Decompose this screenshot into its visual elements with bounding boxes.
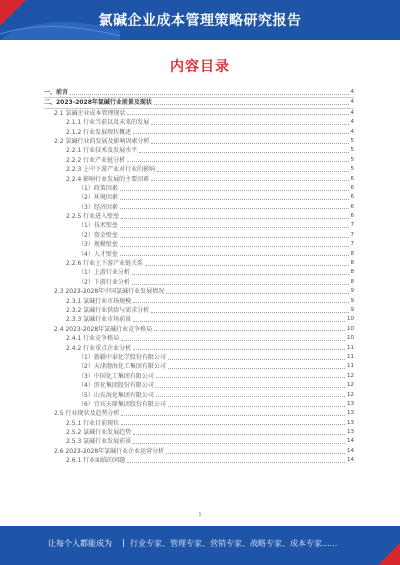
toc-entry-page: 13 <box>347 410 354 417</box>
toc-entry[interactable] <box>44 240 354 249</box>
toc-entry-text: （2）天津渤海化工集团有限公司 <box>78 363 166 371</box>
toc-leader-dots <box>120 246 349 247</box>
toc-entry-page: 8 <box>350 269 354 276</box>
toc-entry-text: 2.5 行业现状及趋势分析 <box>54 410 120 418</box>
toc-leader-dots <box>168 368 345 369</box>
footer-roles: 行业专家、管理专家、营销专家、战略专家、成本专家...... <box>130 539 338 548</box>
toc-entry-text: （2）环境因素 <box>78 194 118 202</box>
toc-entry-text: 二、2023-2028年氯碱行业前景及现状 <box>44 99 152 107</box>
toc-leader-dots <box>120 208 349 209</box>
toc-leader-dots <box>133 434 345 435</box>
report-footer <box>0 526 400 565</box>
toc-leader-dots <box>154 330 345 331</box>
toc-entry-page: 12 <box>347 391 354 398</box>
toc-entry-text: 2.5.2 氯碱行业发展趋势 <box>66 429 132 437</box>
toc-leader-dots <box>139 152 348 153</box>
toc-entry[interactable] <box>44 409 354 418</box>
toc-entry[interactable] <box>44 193 354 202</box>
toc-entry-text: （1）政策因素 <box>78 184 118 192</box>
toc-entry-text: 2.1.1 行业当前以及未来的发展 <box>66 119 150 127</box>
toc-entry[interactable] <box>44 212 354 221</box>
toc-entry-page: 10 <box>347 325 354 332</box>
toc-leader-dots <box>168 359 345 360</box>
toc-entry[interactable] <box>44 184 354 193</box>
toc-entry-page: 8 <box>350 250 354 257</box>
toc-leader-dots <box>133 321 345 322</box>
table-of-contents <box>44 88 354 466</box>
toc-entry-text: （2）下游行业分析 <box>78 278 130 286</box>
toc-entry-page: 7 <box>350 222 354 229</box>
toc-entry[interactable] <box>44 250 354 259</box>
toc-entry-page: 11 <box>347 353 354 360</box>
toc-entry[interactable] <box>44 353 354 362</box>
toc-entry-page: 10 <box>347 316 354 323</box>
toc-entry-page: 12 <box>347 382 354 389</box>
toc-leader-dots <box>132 274 349 275</box>
toc-entry-text: （5）山东海化集团有限公司 <box>78 391 154 399</box>
toc-entry-page: 6 <box>350 184 354 191</box>
toc-entry[interactable] <box>44 391 354 400</box>
toc-leader-dots <box>127 114 348 115</box>
toc-leader-dots <box>133 443 345 444</box>
toc-entry[interactable] <box>44 221 354 230</box>
toc-entry[interactable] <box>44 381 354 390</box>
toc-leader-dots <box>145 265 348 266</box>
toc-leader-dots <box>133 133 348 134</box>
toc-entry-text: 2.2.1 行业技术及发展水平 <box>66 147 138 155</box>
toc-leader-dots <box>154 104 349 105</box>
toc-entry-page: 6 <box>350 203 354 210</box>
toc-leader-dots <box>151 180 348 181</box>
toc-leader-dots <box>132 284 349 285</box>
toc-leader-dots <box>151 143 348 144</box>
toc-entry[interactable] <box>44 400 354 409</box>
toc-entry[interactable] <box>44 437 354 446</box>
toc-leader-dots <box>151 124 348 125</box>
toc-entry-page: 9 <box>350 306 354 313</box>
toc-entry[interactable] <box>44 419 354 428</box>
toc-entry-text: 2.3 2023-2028年中国氯碱行业发展情况 <box>54 288 165 296</box>
toc-entry-text: 2.2.6 行业上下游产业链关系 <box>66 260 144 268</box>
toc-leader-dots <box>166 453 345 454</box>
toc-entry-page: 7 <box>350 241 354 248</box>
toc-leader-dots <box>120 199 349 200</box>
toc-entry-page: 14 <box>347 438 354 445</box>
toc-entry-text: 2.5.1 行业目前现状 <box>66 419 120 427</box>
toc-entry-page: 13 <box>347 400 354 407</box>
toc-entry-page: 11 <box>347 344 354 351</box>
toc-entry[interactable] <box>44 98 354 108</box>
toc-entry[interactable] <box>44 259 354 268</box>
footer-separator: | <box>122 538 125 547</box>
toc-entry-text: （1）技术壁垒 <box>78 222 118 230</box>
toc-leader-dots <box>133 302 348 303</box>
toc-leader-dots <box>121 340 345 341</box>
toc-entry-page: 6 <box>350 213 354 220</box>
toc-entry-page: 7 <box>350 231 354 238</box>
toc-entry-text: 2.4.2 行业重点企业分析 <box>66 344 132 352</box>
toc-leader-dots <box>120 190 349 191</box>
footer-accent-corner <box>378 543 400 565</box>
toc-entry[interactable] <box>44 165 354 174</box>
toc-entry-text: （3）中国化工集团有限公司 <box>78 372 154 380</box>
toc-entry-page: 14 <box>347 447 354 454</box>
toc-entry-page: 9 <box>350 297 354 304</box>
toc-leader-dots <box>166 293 348 294</box>
toc-entry-text: （6）宜宾天原集团股份有限公司 <box>78 400 166 408</box>
toc-entry-text: 2.2.5 行业进入壁垒 <box>66 213 120 221</box>
toc-entry[interactable] <box>44 362 354 371</box>
toc-entry-text: （3）规模壁垒 <box>78 241 118 249</box>
toc-entry[interactable] <box>44 231 354 240</box>
toc-entry-page: 4 <box>350 89 354 95</box>
toc-leader-dots <box>156 377 345 378</box>
toc-leader-dots <box>121 415 345 416</box>
toc-entry-text: （1）新疆中泰化学股份有限公司 <box>78 353 166 361</box>
toc-entry-page: 6 <box>350 194 354 201</box>
toc-entry[interactable] <box>44 268 354 277</box>
toc-entry-page: 8 <box>350 278 354 285</box>
toc-entry[interactable] <box>44 447 354 456</box>
toc-heading: 内容目录 <box>170 59 230 75</box>
toc-entry-page: 12 <box>347 372 354 379</box>
toc-entry-text: （4）滨化集团股份有限公司 <box>78 382 154 390</box>
toc-entry-page: 4 <box>350 128 354 135</box>
toc-entry[interactable] <box>44 156 354 165</box>
toc-entry-text: 2.2 氯碱行业的发展及影响因素分析 <box>54 137 150 145</box>
toc-entry-text: 2.2.2 行业产业链分析 <box>66 156 126 164</box>
toc-entry[interactable] <box>44 334 354 343</box>
toc-entry-page: 14 <box>347 457 354 464</box>
toc-entry-page: 8 <box>350 260 354 267</box>
toc-entry[interactable] <box>44 175 354 184</box>
toc-entry-text: 2.4 2023-2028年氯碱行业竞争格局 <box>54 325 153 333</box>
toc-entry-text: 2.1.2 行业发展现状概述 <box>66 128 132 136</box>
toc-entry-page: 5 <box>350 166 354 173</box>
toc-entry-page: 5 <box>350 137 354 144</box>
toc-entry[interactable] <box>44 325 354 334</box>
toc-leader-dots <box>70 94 348 95</box>
toc-entry-text: 2.2.3 上中下游产业对行业的影响 <box>66 166 156 174</box>
toc-entry-page: 9 <box>350 288 354 295</box>
toc-entry-text: 2.6 2023-2028年氯碱行业企业运营分析 <box>54 447 165 455</box>
toc-entry[interactable] <box>44 146 354 155</box>
toc-entry[interactable] <box>44 306 354 315</box>
toc-entry-text: 2.6.1 行业面临的问题 <box>66 457 126 465</box>
toc-entry[interactable] <box>44 278 354 287</box>
toc-entry[interactable] <box>44 137 354 146</box>
toc-entry[interactable] <box>44 297 354 306</box>
toc-entry-page: 6 <box>350 175 354 182</box>
toc-entry[interactable] <box>44 428 354 437</box>
toc-entry[interactable] <box>44 456 354 465</box>
toc-entry-text: 2.3.2 氯碱行业供给与需求分析 <box>66 306 150 314</box>
toc-entry[interactable] <box>44 128 354 137</box>
toc-entry[interactable] <box>44 88 354 98</box>
page-number: 1 <box>198 512 202 518</box>
toc-entry-page: 13 <box>347 429 354 436</box>
toc-entry[interactable] <box>44 203 354 212</box>
toc-entry[interactable] <box>44 344 354 353</box>
toc-entry[interactable] <box>44 109 354 118</box>
toc-leader-dots <box>120 237 349 238</box>
toc-entry-text: 2.2.4 影响行业发展的主要因素 <box>66 175 150 183</box>
footer-slogan: 让每个人都能成为 <box>48 539 112 548</box>
toc-entry-page: 4 <box>350 119 354 126</box>
report-header <box>0 0 400 40</box>
toc-entry[interactable] <box>44 287 354 296</box>
toc-entry-text: 2.3.1 氯碱行业市场规模 <box>66 297 132 305</box>
toc-leader-dots <box>156 387 345 388</box>
toc-leader-dots <box>156 396 345 397</box>
report-title: 氯碱企业成本管理策略研究报告 <box>98 13 302 29</box>
toc-leader-dots <box>127 462 345 463</box>
toc-entry-text: （3）经济因素 <box>78 203 118 211</box>
toc-entry-text: 一、前言 <box>44 89 69 96</box>
toc-entry-text: 2.5.3 氯碱行业发展前景 <box>66 438 132 446</box>
toc-entry[interactable] <box>44 372 354 381</box>
toc-entry-page: 4 <box>350 109 354 116</box>
toc-leader-dots <box>168 406 345 407</box>
toc-entry-text: （2）资金壁垒 <box>78 231 118 239</box>
toc-leader-dots <box>151 312 348 313</box>
toc-entry-text: 2.4.1 行业竞争格局 <box>66 335 120 343</box>
toc-leader-dots <box>121 218 348 219</box>
toc-entry-page: 5 <box>350 147 354 154</box>
toc-leader-dots <box>133 349 345 350</box>
toc-entry-page: 4 <box>350 99 354 106</box>
toc-entry-text: （4）人才壁垒 <box>78 250 118 258</box>
toc-entry-page: 13 <box>347 419 354 426</box>
toc-entry-text: 2.3.3 氯碱行业市场前景 <box>66 316 132 324</box>
toc-entry[interactable] <box>44 315 354 324</box>
toc-leader-dots <box>157 171 348 172</box>
toc-entry-text: （1）上游行业分析 <box>78 269 130 277</box>
toc-leader-dots <box>127 161 348 162</box>
toc-entry-text: 2.1 氯碱企业成本管理现状 <box>54 109 126 117</box>
toc-leader-dots <box>121 424 345 425</box>
toc-entry-page: 11 <box>347 363 354 370</box>
toc-entry-page: 10 <box>347 335 354 342</box>
toc-entry-page: 5 <box>350 156 354 163</box>
toc-leader-dots <box>120 227 349 228</box>
toc-entry[interactable] <box>44 118 354 127</box>
toc-leader-dots <box>120 255 349 256</box>
